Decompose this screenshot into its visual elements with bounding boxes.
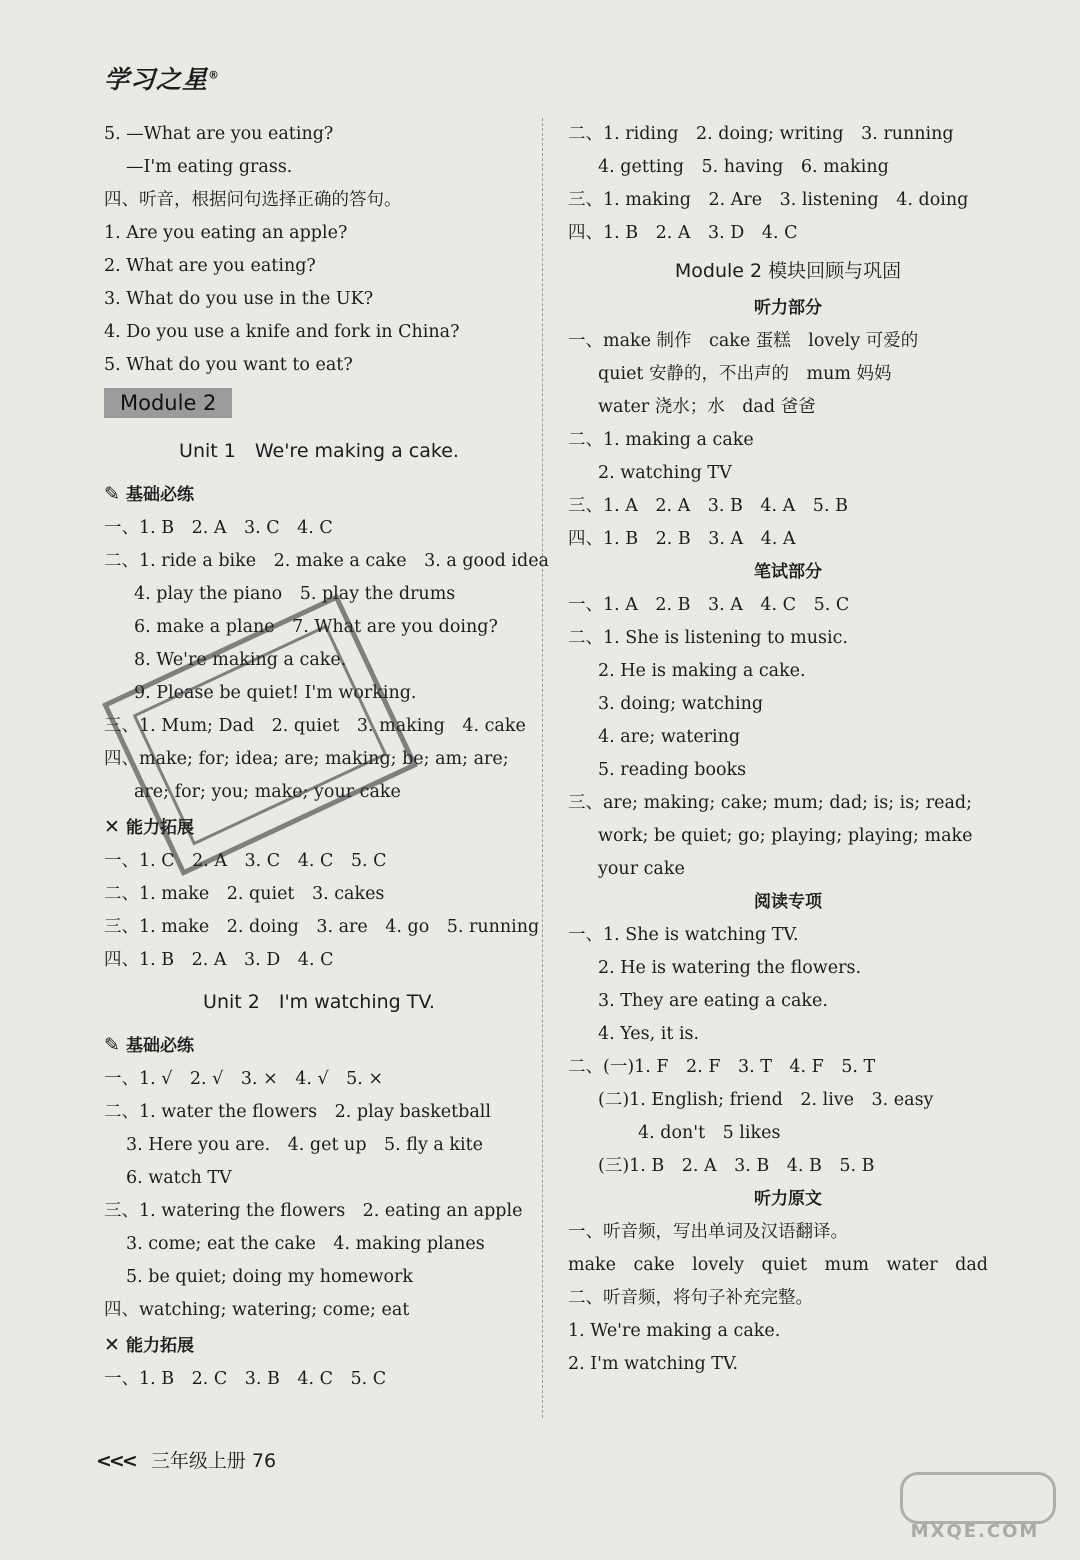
answer-line: 4. Do you use a knife and fork in China? (104, 322, 460, 342)
answer-line: 四、1. B 2. B 3. A 4. A (568, 529, 796, 549)
answer-line: 二、(一)1. F 2. F 3. T 4. F 5. T (568, 1057, 876, 1077)
section-head-label: 能力拓展 (126, 1336, 194, 1356)
footer-arrows-icon: <<< (96, 1450, 135, 1472)
answer-line: 二、1. riding 2. doing; writing 3. running (568, 124, 954, 144)
answer-line: 四、watching; watering; come; eat (104, 1300, 410, 1320)
answer-line: 3. doing; watching (598, 694, 764, 714)
crossed-tools-icon: ✕ (104, 1334, 120, 1356)
answer-line: 一、make 制作 cake 蛋糕 lovely 可爱的 (568, 331, 919, 351)
column-divider (542, 118, 543, 1418)
answer-line: 二、1. make 2. quiet 3. cakes (104, 884, 385, 904)
section-head-extension (104, 1327, 534, 1363)
answer-line: 1. Are you eating an apple? (104, 223, 348, 243)
registered-mark: ® (208, 68, 221, 82)
site-watermark (900, 1472, 1050, 1542)
answer-line: 2. watching TV (598, 463, 732, 483)
module-badge: Module 2 (104, 388, 232, 418)
section-head-script: 听力原文 (754, 1189, 822, 1209)
answer-line: 三、1. Mum; Dad 2. quiet 3. making 4. cake (104, 716, 526, 736)
page-footer (96, 1446, 276, 1473)
answer-line: 二、听音频，将句子补充完整。 (568, 1288, 813, 1308)
right-column (568, 118, 1008, 1381)
answer-line: 二、1. She is listening to music. (568, 628, 848, 648)
answer-line: 2. He is making a cake. (598, 661, 806, 681)
answer-line: 4. getting 5. having 6. making (598, 157, 889, 177)
answer-line: 8. We're making a cake. (134, 650, 347, 670)
section-head-basic (104, 1027, 534, 1063)
answer-line: 4. play the piano 5. play the drums (134, 584, 456, 604)
answer-line: 1. We're making a cake. (568, 1321, 781, 1341)
watermark-badge (900, 1472, 1056, 1524)
pencil-icon: ✎ (104, 1034, 120, 1056)
answer-line: 一、1. B 2. C 3. B 4. C 5. C (104, 1369, 387, 1389)
answer-line: work; be quiet; go; playing; playing; make (598, 826, 973, 846)
answer-line: 一、1. B 2. A 3. C 4. C (104, 518, 333, 538)
section-head-label: 能力拓展 (126, 818, 194, 838)
answer-line: 二、1. water the flowers 2. play basketball (104, 1102, 491, 1122)
answer-line: 3. They are eating a cake. (598, 991, 828, 1011)
answer-line: —I'm eating grass. (126, 157, 293, 177)
module-review-title: Module 2 模块回顾与巩固 (674, 260, 902, 282)
answer-line: 三、1. watering the flowers 2. eating an apple (104, 1201, 523, 1221)
page-number: 76 (251, 1450, 277, 1472)
answer-line: 2. What are you eating? (104, 256, 316, 276)
answer-line: 5. reading books (598, 760, 747, 780)
answer-line: your cake (598, 859, 685, 879)
answer-line: 2. He is watering the flowers. (598, 958, 862, 978)
answer-line: 5. be quiet; doing my homework (126, 1267, 413, 1287)
answer-line: 四、1. B 2. A 3. D 4. C (104, 950, 334, 970)
answer-line: 四、1. B 2. A 3. D 4. C (568, 223, 798, 243)
answer-line: 3. Here you are. 4. get up 5. fly a kite (126, 1135, 483, 1155)
answer-line: 一、1. She is watching TV. (568, 925, 799, 945)
answer-line: (三)1. B 2. A 3. B 4. B 5. B (598, 1156, 875, 1176)
answer-line: 3. come; eat the cake 4. making planes (126, 1234, 485, 1254)
answer-line: 9. Please be quiet! I'm working. (134, 683, 417, 703)
answer-line: 4. Yes, it is. (598, 1024, 700, 1044)
pencil-icon: ✎ (104, 483, 120, 505)
answer-line: 一、1. √ 2. √ 3. × 4. √ 5. × (104, 1069, 384, 1089)
answer-line: 2. I'm watching TV. (568, 1354, 739, 1374)
answer-line: 4. don't 5 likes (638, 1123, 781, 1143)
answer-line: 四、make; for; idea; are; making; be; am; are; (104, 749, 509, 769)
section-head-basic (104, 476, 534, 512)
section-head-reading: 阅读专项 (754, 892, 822, 912)
grade-label: 三年级上册 (150, 1450, 246, 1472)
section-head-listening: 听力部分 (754, 298, 822, 318)
answer-line: 三、1. making 2. Are 3. listening 4. doing (568, 190, 969, 210)
answer-line: 3. What do you use in the UK? (104, 289, 374, 309)
answer-line: 4. are; watering (598, 727, 741, 747)
answer-line: are; for; you; make; your cake (134, 782, 401, 802)
answer-line: 三、are; making; cake; mum; dad; is; is; read; (568, 793, 972, 813)
crossed-tools-icon: ✕ (104, 816, 120, 838)
answer-line: 四、听音，根据问句选择正确的答句。 (104, 190, 402, 210)
answer-line: 一、1. C 2. A 3. C 4. C 5. C (104, 851, 387, 871)
answer-line: 三、1. A 2. A 3. B 4. A 5. B (568, 496, 848, 516)
section-head-label: 基础必练 (126, 485, 194, 505)
series-logo-text: 学习之星 (104, 65, 209, 94)
answer-line: 6. watch TV (126, 1168, 232, 1188)
series-logo (104, 60, 220, 96)
section-head-label: 基础必练 (126, 1036, 194, 1056)
answer-line: 一、听音频，写出单词及汉语翻译。 (568, 1222, 848, 1242)
answer-line: 5. What do you want to eat? (104, 355, 353, 375)
answer-line: water 浇水；水 dad 爸爸 (598, 397, 816, 417)
answer-line: quiet 安静的，不出声的 mum 妈妈 (598, 364, 892, 384)
answer-line: (二)1. English; friend 2. live 3. easy (598, 1090, 934, 1110)
answer-line: 5. —What are you eating? (104, 124, 334, 144)
unit-title: Unit 1 We're making a cake. (179, 440, 459, 462)
answer-line: 二、1. ride a bike 2. make a cake 3. a good idea (104, 551, 549, 571)
answer-line: 三、1. make 2. doing 3. are 4. go 5. running (104, 917, 540, 937)
answer-line: 6. make a plane 7. What are you doing? (134, 617, 498, 637)
watermark-text: MXQE.COM (910, 1521, 1040, 1542)
section-head-writing: 笔试部分 (754, 562, 822, 582)
answer-line: make cake lovely quiet mum water dad (568, 1255, 988, 1275)
unit-title: Unit 2 I'm watching TV. (203, 991, 435, 1013)
answer-line: 二、1. making a cake (568, 430, 754, 450)
answer-line: 一、1. A 2. B 3. A 4. C 5. C (568, 595, 850, 615)
